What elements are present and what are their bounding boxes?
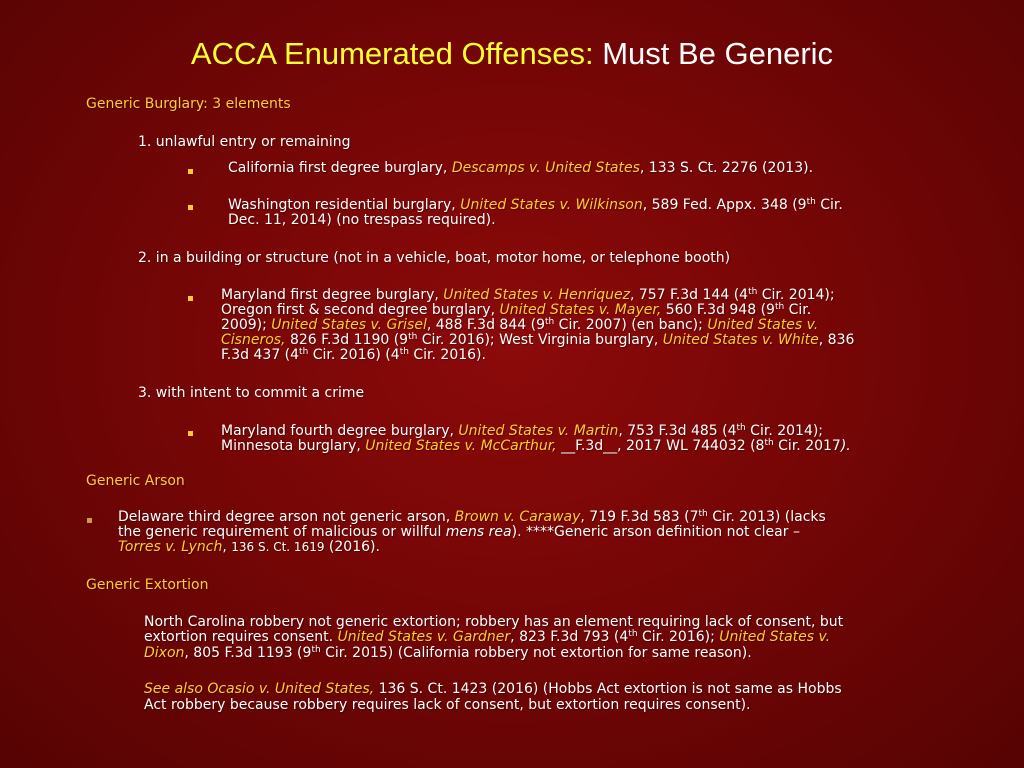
bullet [188,431,193,436]
burglary-element-3: 3. with intent to commit a crime [138,385,365,401]
arson-heading: Generic Arson [86,473,185,489]
intent-item-line-1: Maryland fourth degree burglary, United States v. Martin, 753 F.3d 485 (4th Cir. 2014); [221,423,824,439]
building-item-line-4: Cisneros, 826 F.3d 1190 (9th Cir. 2016); West Virginia burglary, United States v. White, 836 [221,332,855,348]
extortion-para-1-line-2: extortion requires consent. United States v. Gardner, 823 F.3d 793 (4th Cir. 2016); United States v. [144,629,831,645]
california-burglary-item: California first degree burglary, Descamps v. United States, 133 S. Ct. 2276 (2013). [228,160,814,176]
burglary-element-2: 2. in a building or structure (not in a vehicle, boat, motor home, or telephone booth) [138,250,731,266]
bullet [188,169,193,174]
arson-item-line-1: Delaware third degree arson not generic arson, Brown v. Caraway, 719 F.3d 583 (7th Cir. 2013) (lacks [118,509,826,525]
extortion-para-1-line-1: North Carolina robbery not generic extortion; robbery has an element requiring lack of consent, but [144,614,844,630]
title-part-2: Must Be Generic [602,36,834,71]
arson-item-line-3: Torres v. Lynch, 136 S. Ct. 1619 (2016). [118,539,380,555]
bullet [188,205,193,210]
building-item-line-2: Oregon first & second degree burglary, United States v. Mayer, 560 F.3d 948 (9th Cir. [221,302,812,318]
extortion-para-1-line-3: Dixon, 805 F.3d 1193 (9th Cir. 2015) (California robbery not extortion for same reason). [144,645,752,661]
intent-item-line-2: Minnesota burglary, United States v. McCarthur, __F.3d__, 2017 WL 744032 (8th Cir. 2017). [221,438,851,454]
title-part-1: ACCA Enumerated Offenses: [190,36,594,71]
building-item-line-1: Maryland first degree burglary, United States v. Henriquez, 757 F.3d 144 (4th Cir. 2014); [221,287,835,303]
building-item-line-5: F.3d 437 (4th Cir. 2016) (4th Cir. 2016). [221,347,486,363]
extortion-para-2-line-2: Act robbery because robbery requires lack of consent, but extortion requires consent). [144,697,751,713]
arson-item-line-2: the generic requirement of malicious or willful mens rea). ****Generic arson definition not clear – [118,524,800,540]
bullet [87,518,92,523]
extortion-heading: Generic Extortion [86,577,209,593]
burglary-element-1: 1. unlawful entry or remaining [138,134,351,150]
building-item-line-3: 2009); United States v. Grisel, 488 F.3d 844 (9th Cir. 2007) (en banc); United States v. [221,317,819,333]
washington-burglary-line-2: Dec. 11, 2014) (no trespass required). [228,212,496,228]
burglary-heading: Generic Burglary: 3 elements [86,96,291,112]
extortion-para-2-line-1: See also Ocasio v. United States, 136 S. Ct. 1423 (2016) (Hobbs Act extortion is not same as Hobbs [144,681,842,697]
bullet [188,296,193,301]
washington-burglary-line-1: Washington residential burglary, United States v. Wilkinson, 589 Fed. Appx. 348 (9th Cir. [228,197,843,213]
slide-title [0,34,1024,74]
